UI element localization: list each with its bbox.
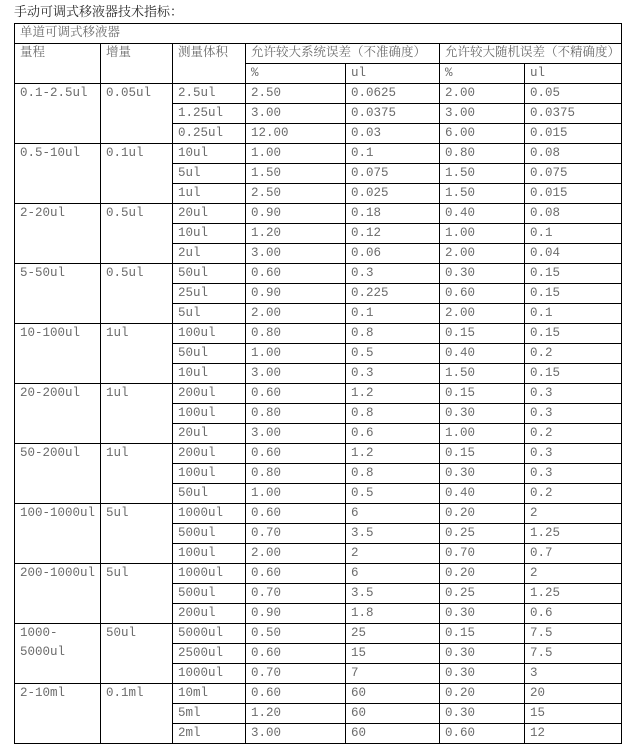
cell-systematic-ul: 0.0625 [346, 84, 440, 104]
cell-range: 5-50ul [15, 264, 101, 324]
cell-random-ul: 3 [525, 664, 622, 684]
cell-systematic-ul: 25 [346, 624, 440, 644]
cell-increment: 5ul [101, 504, 173, 564]
table-banner-cell: 单道可调式移液器 [15, 24, 622, 44]
cell-systematic-ul: 1.8 [346, 604, 440, 624]
cell-increment: 1ul [101, 324, 173, 384]
cell-random-percent: 0.15 [440, 324, 525, 344]
cell-systematic-percent: 3.00 [246, 244, 346, 264]
cell-increment: 0.05ul [101, 84, 173, 144]
cell-measured-volume: 10ul [173, 364, 246, 384]
cell-random-percent: 0.30 [440, 704, 525, 724]
cell-systematic-ul: 6 [346, 504, 440, 524]
cell-random-percent: 0.60 [440, 284, 525, 304]
cell-measured-volume: 0.25ul [173, 124, 246, 144]
cell-systematic-ul: 1.2 [346, 384, 440, 404]
header-random-ul: ul [525, 64, 622, 84]
cell-systematic-ul: 3.5 [346, 524, 440, 544]
cell-measured-volume: 200ul [173, 384, 246, 404]
cell-systematic-ul: 60 [346, 704, 440, 724]
cell-systematic-ul: 0.6 [346, 424, 440, 444]
cell-measured-volume: 100ul [173, 544, 246, 564]
table-row [15, 624, 622, 644]
cell-systematic-percent: 1.00 [246, 144, 346, 164]
header-random-error: 允许较大随机误差（不精确度） [440, 44, 622, 64]
cell-random-ul: 0.6 [525, 604, 622, 624]
cell-measured-volume: 500ul [173, 584, 246, 604]
cell-increment: 0.1ml [101, 684, 173, 744]
cell-systematic-percent: 0.60 [246, 384, 346, 404]
header-random-percent: % [440, 64, 525, 84]
cell-random-ul: 0.075 [525, 164, 622, 184]
cell-measured-volume: 100ul [173, 404, 246, 424]
table-row [15, 504, 622, 524]
cell-random-ul: 12 [525, 724, 622, 744]
cell-range: 100-1000ul [15, 504, 101, 564]
cell-measured-volume: 1000ul [173, 504, 246, 524]
cell-random-percent: 1.50 [440, 364, 525, 384]
cell-measured-volume: 10ul [173, 224, 246, 244]
cell-range: 2-20ul [15, 204, 101, 264]
cell-systematic-percent: 0.60 [246, 644, 346, 664]
cell-systematic-percent: 1.50 [246, 164, 346, 184]
table-row [15, 264, 622, 284]
header-systematic-error: 允许较大系统误差（不准确度） [246, 44, 440, 64]
cell-systematic-percent: 0.60 [246, 684, 346, 704]
cell-systematic-ul: 0.18 [346, 204, 440, 224]
cell-random-percent: 2.00 [440, 84, 525, 104]
cell-random-percent: 0.30 [440, 644, 525, 664]
cell-systematic-ul: 0.8 [346, 324, 440, 344]
table-header-row-primary [15, 44, 622, 64]
cell-systematic-ul: 15 [346, 644, 440, 664]
cell-systematic-ul: 0.03 [346, 124, 440, 144]
cell-systematic-ul: 0.1 [346, 144, 440, 164]
cell-random-ul: 0.05 [525, 84, 622, 104]
cell-systematic-ul: 0.8 [346, 404, 440, 424]
cell-measured-volume: 2ml [173, 724, 246, 744]
cell-random-ul: 0.15 [525, 364, 622, 384]
cell-random-percent: 1.50 [440, 184, 525, 204]
cell-random-percent: 0.20 [440, 504, 525, 524]
cell-systematic-ul: 60 [346, 684, 440, 704]
cell-range: 10-100ul [15, 324, 101, 384]
cell-systematic-ul: 0.1 [346, 304, 440, 324]
cell-systematic-ul: 0.075 [346, 164, 440, 184]
table-row [15, 324, 622, 344]
cell-systematic-ul: 1.2 [346, 444, 440, 464]
cell-range: 0.1-2.5ul [15, 84, 101, 144]
cell-systematic-percent: 0.80 [246, 464, 346, 484]
cell-random-ul: 20 [525, 684, 622, 704]
cell-systematic-percent: 0.80 [246, 324, 346, 344]
cell-random-ul: 0.08 [525, 204, 622, 224]
cell-increment: 1ul [101, 384, 173, 444]
cell-random-ul: 0.7 [525, 544, 622, 564]
cell-random-percent: 0.20 [440, 684, 525, 704]
cell-systematic-percent: 3.00 [246, 364, 346, 384]
cell-systematic-percent: 3.00 [246, 104, 346, 124]
cell-systematic-ul: 0.06 [346, 244, 440, 264]
cell-systematic-percent: 2.00 [246, 544, 346, 564]
cell-increment: 0.5ul [101, 204, 173, 264]
cell-systematic-percent: 3.00 [246, 424, 346, 444]
page-title: 手动可调式移液器技术指标： [14, 4, 184, 19]
table-row [15, 204, 622, 224]
cell-systematic-percent: 12.00 [246, 124, 346, 144]
cell-random-percent: 0.40 [440, 484, 525, 504]
cell-range: 50-200ul [15, 444, 101, 504]
cell-random-percent: 0.80 [440, 144, 525, 164]
cell-random-percent: 6.00 [440, 124, 525, 144]
cell-systematic-ul: 3.5 [346, 584, 440, 604]
cell-random-percent: 0.30 [440, 404, 525, 424]
cell-systematic-percent: 3.00 [246, 724, 346, 744]
cell-random-percent: 1.50 [440, 164, 525, 184]
cell-range: 1000- 5000ul [15, 624, 101, 684]
cell-measured-volume: 100ul [173, 324, 246, 344]
cell-measured-volume: 200ul [173, 444, 246, 464]
cell-systematic-ul: 0.225 [346, 284, 440, 304]
cell-random-ul: 0.3 [525, 464, 622, 484]
cell-systematic-percent: 0.90 [246, 204, 346, 224]
cell-systematic-ul: 7 [346, 664, 440, 684]
cell-systematic-ul: 2 [346, 544, 440, 564]
cell-systematic-percent: 0.90 [246, 604, 346, 624]
cell-increment: 5ul [101, 564, 173, 624]
header-systematic-ul: ul [346, 64, 440, 84]
cell-measured-volume: 25ul [173, 284, 246, 304]
cell-measured-volume: 10ml [173, 684, 246, 704]
table-banner-row [15, 24, 622, 44]
header-increment: 增量 [101, 44, 173, 84]
cell-random-percent: 0.20 [440, 564, 525, 584]
cell-systematic-ul: 0.0375 [346, 104, 440, 124]
cell-random-percent: 0.60 [440, 724, 525, 744]
table-row [15, 144, 622, 164]
cell-random-percent: 0.15 [440, 624, 525, 644]
cell-systematic-percent: 2.50 [246, 84, 346, 104]
cell-random-percent: 1.00 [440, 224, 525, 244]
cell-random-percent: 0.40 [440, 344, 525, 364]
cell-random-ul: 0.3 [525, 384, 622, 404]
cell-random-ul: 1.25 [525, 524, 622, 544]
cell-increment: 1ul [101, 444, 173, 504]
cell-measured-volume: 50ul [173, 344, 246, 364]
cell-systematic-percent: 2.00 [246, 304, 346, 324]
cell-random-ul: 2 [525, 504, 622, 524]
table-row [15, 84, 622, 104]
cell-random-ul: 7.5 [525, 644, 622, 664]
cell-systematic-ul: 0.5 [346, 344, 440, 364]
cell-random-percent: 0.25 [440, 584, 525, 604]
cell-random-ul: 0.3 [525, 404, 622, 424]
cell-random-percent: 0.40 [440, 204, 525, 224]
cell-measured-volume: 2ul [173, 244, 246, 264]
cell-systematic-ul: 60 [346, 724, 440, 744]
cell-systematic-percent: 0.60 [246, 504, 346, 524]
cell-measured-volume: 10ul [173, 144, 246, 164]
cell-random-ul: 15 [525, 704, 622, 724]
cell-systematic-ul: 0.025 [346, 184, 440, 204]
header-systematic-percent: % [246, 64, 346, 84]
cell-measured-volume: 20ul [173, 424, 246, 444]
cell-random-percent: 2.00 [440, 244, 525, 264]
table-body [15, 24, 622, 744]
cell-measured-volume: 1000ul [173, 564, 246, 584]
cell-random-ul: 0.08 [525, 144, 622, 164]
cell-systematic-percent: 0.70 [246, 524, 346, 544]
cell-measured-volume: 5ul [173, 164, 246, 184]
cell-random-percent: 0.70 [440, 544, 525, 564]
cell-random-percent: 1.00 [440, 424, 525, 444]
cell-random-percent: 0.30 [440, 664, 525, 684]
cell-random-ul: 0.2 [525, 424, 622, 444]
cell-measured-volume: 1000ul [173, 664, 246, 684]
table-row [15, 684, 622, 704]
cell-random-percent: 0.30 [440, 264, 525, 284]
pipette-spec-table [14, 23, 622, 744]
cell-systematic-percent: 1.20 [246, 224, 346, 244]
cell-systematic-ul: 0.3 [346, 264, 440, 284]
cell-measured-volume: 2500ul [173, 644, 246, 664]
cell-systematic-percent: 0.60 [246, 564, 346, 584]
cell-random-ul: 0.15 [525, 264, 622, 284]
cell-random-ul: 2 [525, 564, 622, 584]
cell-random-percent: 0.15 [440, 384, 525, 404]
cell-increment: 0.5ul [101, 264, 173, 324]
cell-random-ul: 0.15 [525, 324, 622, 344]
cell-measured-volume: 5ul [173, 304, 246, 324]
cell-measured-volume: 1ul [173, 184, 246, 204]
cell-increment: 50ul [101, 624, 173, 684]
cell-measured-volume: 50ul [173, 264, 246, 284]
cell-random-ul: 0.2 [525, 344, 622, 364]
cell-measured-volume: 5ml [173, 704, 246, 724]
cell-systematic-ul: 0.8 [346, 464, 440, 484]
cell-measured-volume: 500ul [173, 524, 246, 544]
cell-systematic-percent: 0.60 [246, 264, 346, 284]
cell-range: 2-10ml [15, 684, 101, 744]
cell-random-percent: 0.15 [440, 444, 525, 464]
table-row [15, 444, 622, 464]
cell-random-ul: 0.04 [525, 244, 622, 264]
cell-increment: 0.1ul [101, 144, 173, 204]
cell-random-ul: 0.0375 [525, 104, 622, 124]
cell-measured-volume: 5000ul [173, 624, 246, 644]
cell-random-percent: 0.30 [440, 464, 525, 484]
cell-systematic-percent: 0.70 [246, 584, 346, 604]
cell-measured-volume: 2.5ul [173, 84, 246, 104]
cell-measured-volume: 20ul [173, 204, 246, 224]
cell-systematic-percent: 0.60 [246, 444, 346, 464]
cell-random-ul: 0.015 [525, 124, 622, 144]
cell-random-ul: 0.3 [525, 444, 622, 464]
cell-random-percent: 0.25 [440, 524, 525, 544]
cell-systematic-percent: 0.80 [246, 404, 346, 424]
cell-systematic-percent: 0.70 [246, 664, 346, 684]
cell-random-ul: 1.25 [525, 584, 622, 604]
cell-measured-volume: 100ul [173, 464, 246, 484]
cell-systematic-ul: 0.12 [346, 224, 440, 244]
cell-range: 20-200ul [15, 384, 101, 444]
cell-systematic-ul: 0.3 [346, 364, 440, 384]
header-measured-volume: 测量体积 [173, 44, 246, 84]
cell-systematic-percent: 1.00 [246, 344, 346, 364]
table-row [15, 384, 622, 404]
cell-random-ul: 7.5 [525, 624, 622, 644]
cell-random-ul: 0.1 [525, 304, 622, 324]
cell-random-percent: 2.00 [440, 304, 525, 324]
cell-random-percent: 3.00 [440, 104, 525, 124]
cell-random-ul: 0.2 [525, 484, 622, 504]
cell-random-ul: 0.015 [525, 184, 622, 204]
cell-systematic-percent: 1.00 [246, 484, 346, 504]
cell-systematic-percent: 1.20 [246, 704, 346, 724]
cell-random-percent: 0.30 [440, 604, 525, 624]
cell-systematic-percent: 2.50 [246, 184, 346, 204]
cell-range: 0.5-10ul [15, 144, 101, 204]
cell-random-ul: 0.1 [525, 224, 622, 244]
cell-measured-volume: 1.25ul [173, 104, 246, 124]
cell-measured-volume: 50ul [173, 484, 246, 504]
cell-measured-volume: 200ul [173, 604, 246, 624]
table-row [15, 564, 622, 584]
cell-range: 200-1000ul [15, 564, 101, 624]
cell-systematic-ul: 0.5 [346, 484, 440, 504]
cell-systematic-percent: 0.50 [246, 624, 346, 644]
cell-random-ul: 0.15 [525, 284, 622, 304]
header-range: 量程 [15, 44, 101, 84]
cell-systematic-ul: 6 [346, 564, 440, 584]
cell-systematic-percent: 0.90 [246, 284, 346, 304]
